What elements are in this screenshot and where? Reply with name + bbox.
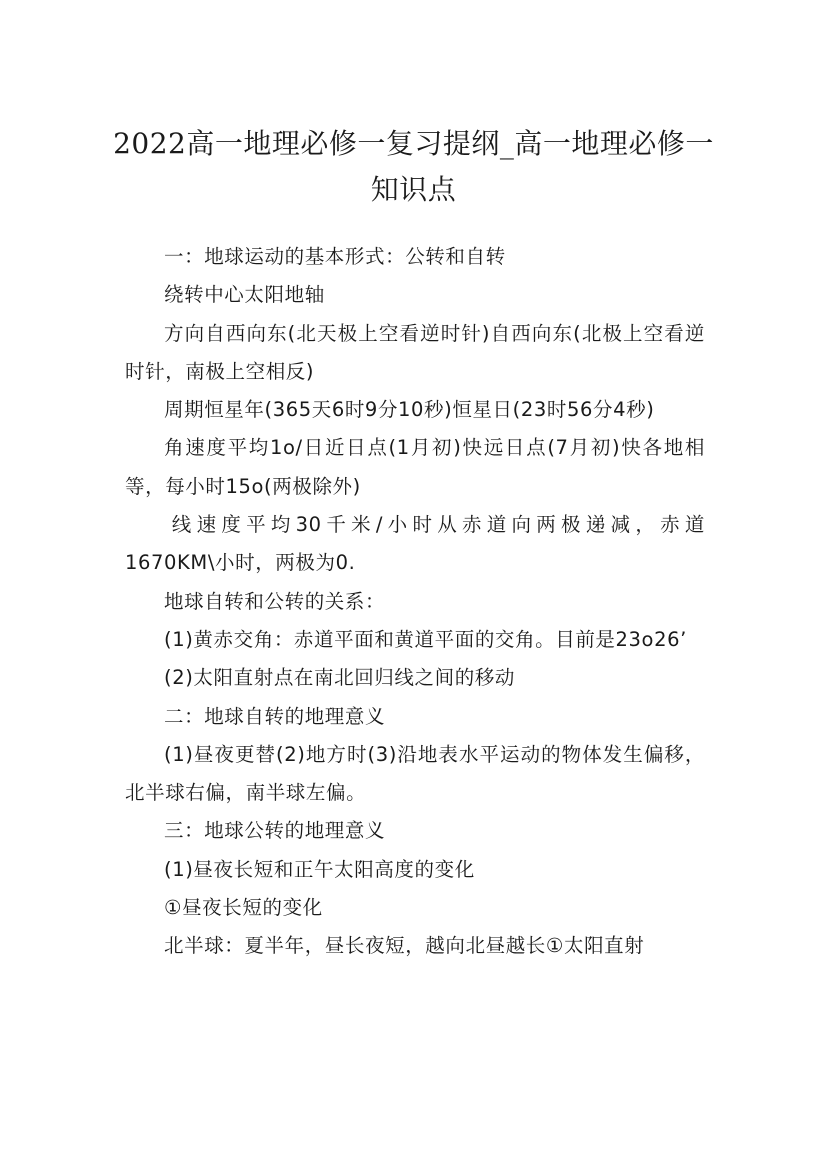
paragraph-day-length-change: ①昼夜长短的变化	[164, 896, 323, 920]
document-body	[125, 238, 705, 966]
paragraph-rotation-effects: (1)昼夜更替(2)地方时(3)沿地表水平运动的物体发生偏移，北半球右偏，南半球左偏。	[125, 742, 705, 805]
paragraph-direct-point-movement: (2)太阳直射点在南北回归线之间的移动	[164, 666, 516, 690]
paragraph-rotation-center: 绕转中心太阳地轴	[164, 283, 325, 307]
paragraph-day-length-sun-height: (1)昼夜长短和正午太阳高度的变化	[164, 857, 475, 881]
paragraph-angular-velocity: 角速度平均1o/日近日点(1月初)快远日点(7月初)快各地相等，每小时15o(两极除外)	[125, 436, 705, 498]
heading-revolution-significance: 三：地球公转的地理意义	[164, 819, 386, 843]
paragraph-period: 周期恒星年(365天6时9分10秒)恒星日(23时56分4秒)	[164, 398, 655, 422]
heading-earth-motion-forms: 一：地球运动的基本形式：公转和自转	[164, 245, 506, 268]
paragraph-linear-velocity: 线速度平均30千米/小时从赤道向两极递减，赤道1670KM\小时，两极为0.	[125, 513, 705, 575]
heading-rotation-significance: 二：地球自转的地理意义	[164, 704, 386, 728]
document-title: 2022高一地理必修一复习提纲_高一地理必修一知识点	[113, 126, 714, 206]
paragraph-ecliptic-angle: (1)黄赤交角：赤道平面和黄道平面的交角。目前是23o26’	[164, 627, 687, 651]
paragraph-relationship: 地球自转和公转的关系：	[164, 589, 386, 613]
paragraph-northern-hemisphere: 北半球：夏半年，昼长夜短，越向北昼越长①太阳直射	[164, 934, 645, 958]
paragraph-direction: 方向自西向东(北天极上空看逆时针)自西向东(北极上空看逆时针，南极上空相反)	[125, 321, 705, 383]
